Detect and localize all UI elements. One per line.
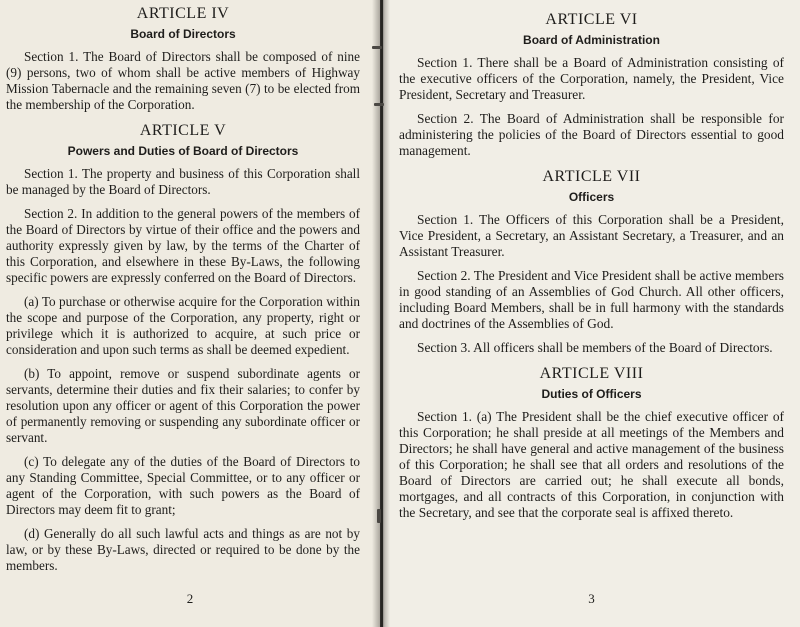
page-number-right: 3 bbox=[588, 591, 595, 606]
article-8-section-1: Section 1. (a) The President shall be the chief executive officer of this Corporation; he shall preside at all meetings of the Members and Directors; he shall have general and active management of the business of this Corporation; he shall see that all orders and resolutions of the Board of Directors are carried out; he shall execute all bonds, mortgages, and all contracts of this Corporation, in conjunction with the Secretary, and see that the corporate seal is affixed thereto. bbox=[399, 409, 784, 520]
article-7-subheading: Officers bbox=[568, 190, 615, 204]
article-6-heading: ARTICLE VI bbox=[545, 11, 638, 28]
article-4-subheading: Board of Directors bbox=[130, 27, 236, 41]
staple-top bbox=[372, 46, 382, 49]
article-6-section-2: Section 2. The Board of Administration shall be responsible for administering the policies of the Board of Directors essential to good management. bbox=[399, 111, 784, 158]
book-gutter bbox=[372, 0, 390, 627]
article-7-section-2: Section 2. The President and Vice President shall be active members in good standing of an Assemblies of God Church. All other officers, including Board Members, shall be in full harmony with the standards and doctrines of the Assemblies of God. bbox=[399, 268, 784, 331]
article-8-heading: ARTICLE VIII bbox=[539, 365, 644, 382]
article-5-clause-b: (b) To appoint, remove or suspend subordinate agents or servants, determine their duties and fix their salaries; to confer by resolution upon any officer or agent of this Corporation the power of permanently removing or suspending any subordinate officer or servant. bbox=[6, 366, 360, 445]
article-5-clause-a: (a) To purchase or otherwise acquire for the Corporation within the scope and purpose of the Corporation, any property, right or privilege which it is authorized to acquire, at such price or consideration and upon such terms as shall be deemed expedient. bbox=[6, 294, 360, 357]
article-5-section-1: Section 1. The property and business of this Corporation shall be managed by the Board of Directors. bbox=[6, 166, 360, 197]
article-7-heading: ARTICLE VII bbox=[542, 168, 641, 185]
article-5-section-2: Section 2. In addition to the general powers of the members of the Board of Directors by virtue of their office and the powers and authority expressly given by law, by the terms of the Charter of this Corporation, and elsewhere in these By-Laws, the following specific powers are expressly conferred on the Board of Directors. bbox=[6, 206, 360, 285]
page-number-left: 2 bbox=[186, 591, 194, 606]
staple-bottom bbox=[377, 509, 381, 523]
article-7-section-1: Section 1. The Officers of this Corporation shall be a President, Vice President, a Secretary, an Assistant Secretary, a Treasurer, and an Assistant Treasurer. bbox=[399, 212, 784, 259]
article-5-heading: ARTICLE V bbox=[139, 122, 227, 139]
article-6-subheading: Board of Administration bbox=[523, 33, 660, 47]
article-5-subheading: Powers and Duties of Board of Directors bbox=[67, 144, 299, 158]
staple-mark bbox=[374, 103, 384, 106]
article-5-clause-d: (d) Generally do all such lawful acts and things as are not by law, or by these By-Laws, directed or required to be done by the members. bbox=[6, 526, 360, 573]
article-4-heading: ARTICLE IV bbox=[136, 5, 230, 22]
right-page bbox=[383, 0, 800, 627]
article-7-section-3: Section 3. All officers shall be members of the Board of Directors. bbox=[417, 340, 773, 355]
article-4-section-1: Section 1. The Board of Directors shall be composed of nine (9) persons, two of whom shall be active members of Highway Mission Tabernacle and the remaining seven (7) to be elected from the membership of the Corporation. bbox=[6, 49, 360, 112]
article-8-subheading: Duties of Officers bbox=[541, 387, 642, 401]
left-page bbox=[0, 0, 380, 627]
article-5-clause-c: (c) To delegate any of the duties of the Board of Directors to any Standing Committee, Special Committee, or to any officer or agent of the Corporation, with such powers as the Board of Directors may deem fit to grant; bbox=[6, 454, 360, 517]
article-6-section-1: Section 1. There shall be a Board of Administration consisting of the executive officers of the Corporation, namely, the President, Vice President, Secretary and Treasurer. bbox=[399, 55, 784, 102]
